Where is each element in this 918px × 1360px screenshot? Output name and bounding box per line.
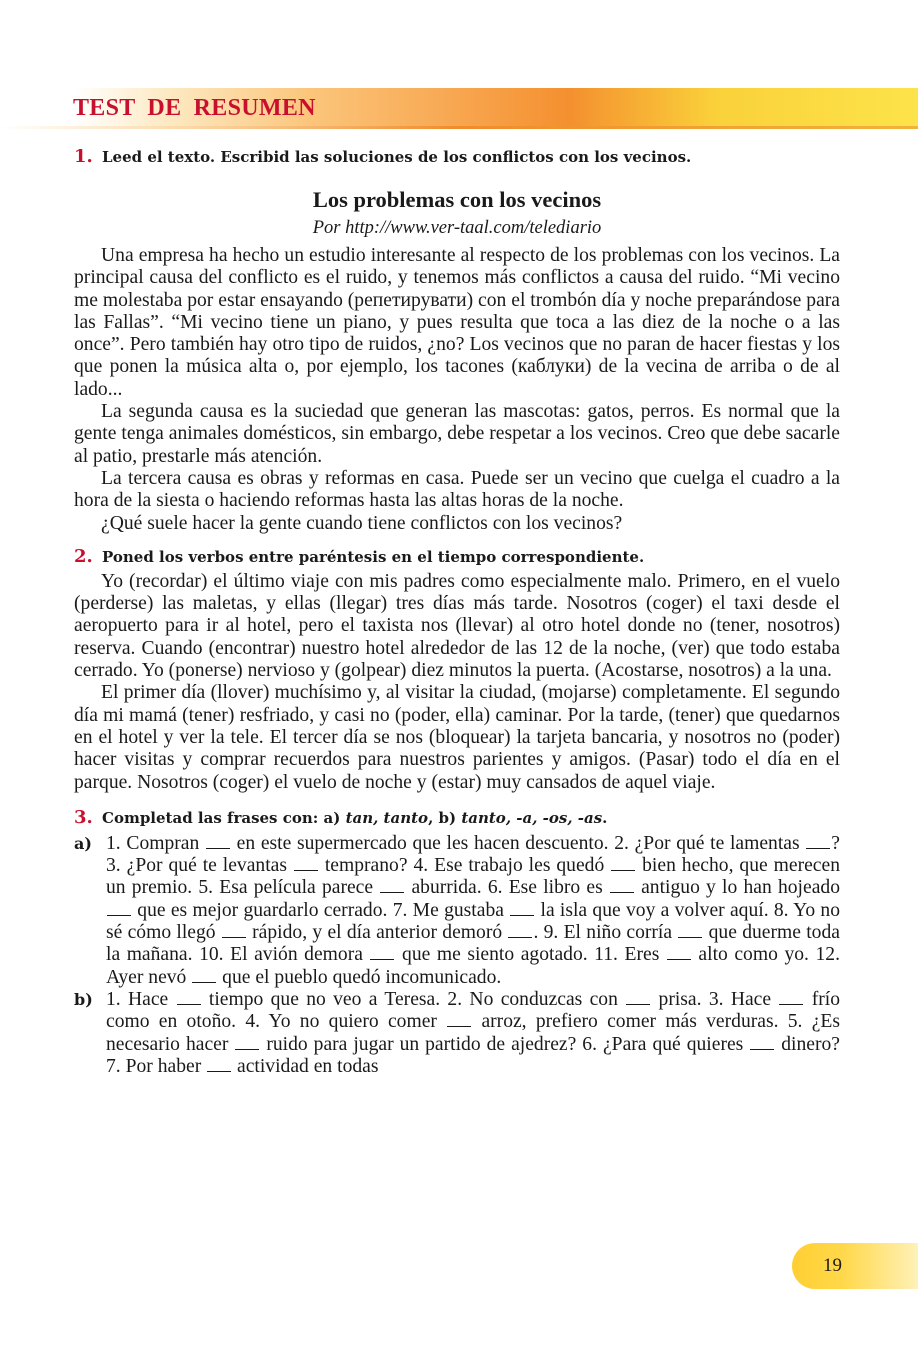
exercise-2-number: 2. xyxy=(74,545,93,567)
exercise-3-number: 3. xyxy=(74,806,93,828)
exercise-3-item-b xyxy=(74,989,840,1078)
article-paragraph: Una empresa ha hecho un estudio interesante al respecto de los problemas con los vecinos. La principal causa del conflicto es el ruido, y tenemos más conflictos a causa del ruido. “Mi vecino me molestaba por estar ensayando (репетирувати) con el trombón día y noche preparándose para las Fallas”. “Mi vecino tiene un piano, y pues resulta que toca a las diez de la noche o a las once”. Pero también hay otro tipo de ruidos, ¿no? Los vecinos que no paran de hacer fiestas y los que ponen la música alta o, por ejemplo, los tacones (каблуки) de la vecina de arriba o de al lado... xyxy=(74,245,840,400)
blank-line xyxy=(779,990,803,1005)
item-letter: b) xyxy=(74,989,93,1009)
blank-line xyxy=(294,856,318,871)
blank-line xyxy=(510,901,534,916)
item-text-segment: ruido para jugar un partido de ajedrez? 6. ¿Para qué quieres xyxy=(260,1033,750,1055)
exercise-1-number: 1. xyxy=(74,146,93,167)
blank-line xyxy=(235,1035,259,1050)
item-text-segment: antiguo y lo han hojeado xyxy=(634,877,840,899)
page-content xyxy=(74,146,840,1078)
item-text-segment: que me siento agotado. 11. Eres xyxy=(395,944,666,966)
item-text-segment: alto como yo. 12. Ayer nevó xyxy=(106,944,840,988)
item-a-text xyxy=(106,833,840,989)
exercise-3-item-a xyxy=(74,833,840,989)
blank-line xyxy=(806,834,830,849)
item-b-text xyxy=(106,989,840,1078)
item-text-segment: ? 3. ¿Por qué te levantas xyxy=(106,832,840,877)
item-text-segment: 1. Hace xyxy=(106,988,176,1010)
item-text-segment: la isla que voy a volver aquí. 8. Yo no sé cómo llegó xyxy=(106,899,840,944)
item-text-segment: que el pueblo quedó incomunicado. xyxy=(217,966,502,988)
blank-line xyxy=(626,990,650,1005)
blank-line xyxy=(380,878,404,893)
item-text-segment: en este supermercado que les hacen descuento. 2. ¿Por qué te lamentas xyxy=(230,832,806,854)
item-text-segment: que duerme toda la mañana. 10. El avión demora xyxy=(106,922,840,966)
blank-line xyxy=(750,1035,774,1050)
blank-line xyxy=(667,945,691,960)
item-letter: a) xyxy=(74,833,92,853)
article-title: Los problemas con los vecinos xyxy=(312,187,602,212)
exercise-3-heading xyxy=(74,807,840,829)
section-title: TEST DE RESUMEN xyxy=(73,95,316,121)
item-text-segment: arroz, prefiero comer más verduras. 5. ¿Es necesario hacer xyxy=(106,1011,840,1055)
blank-line xyxy=(222,923,246,938)
blank-line xyxy=(611,856,635,871)
blank-line xyxy=(610,878,634,893)
article-paragraph: ¿Qué suele hacer la gente cuando tiene conflictos con los vecinos? xyxy=(101,512,623,534)
blank-line xyxy=(508,923,532,938)
blank-line xyxy=(678,923,702,938)
exercise-2-paragraph: Yo (recordar) el último viaje con mis padres como especialmente malo. Primero, en el vuelo (perderse) las maletas, y ellas (llegar) tres días más tarde. Nosotros (coger) el taxi desde el aeropuerto para ir al hotel, pero el taxista nos (llevar) al otro hotel donde no (tener, nosotros) reserva. Cuando (encontrar) nuestro hotel alrededor de las 12 de la noche, (ver) que todo estaba cerrado. Yo (ponerse) nervioso y (golpear) diez minutos la puerta. (Acostarse, nosotros) a la una. xyxy=(74,570,840,682)
blank-line xyxy=(107,901,131,916)
item-text-segment: aburrida. 6. Ese libro es xyxy=(405,877,609,899)
exercise-1-heading xyxy=(74,146,840,168)
page-number-badge xyxy=(792,1243,918,1289)
item-text-segment: rápido, y el día anterior demoró xyxy=(246,922,508,944)
item-text-segment: temprano? 4. Ese trabajo les quedó xyxy=(318,855,611,877)
blank-line xyxy=(370,945,394,960)
page-number: 19 xyxy=(823,1255,842,1276)
article-paragraph: La segunda causa es la suciedad que generan las mascotas: gatos, perros. Es normal que la gente tenga animales domésticos, sin embargo, debe respetar a los vecinos. Creo que debe sacarle al patio, prestarle más atención. xyxy=(74,401,840,467)
item-text-segment: . 9. El niño corría xyxy=(533,922,678,944)
blank-line xyxy=(177,990,201,1005)
item-text-segment: prisa. 3. Hace xyxy=(651,988,779,1010)
item-text-segment: tiempo que no veo a Teresa. 2. No conduzcas con xyxy=(201,988,626,1010)
exercise-3-instruction: Completad las frases con: a) tan, tanto, b) tanto, -a, -os, -as. xyxy=(102,808,608,827)
item-text-segment: frío como en otoño. 4. Yo no quiero comer xyxy=(106,988,840,1033)
blank-line xyxy=(206,834,230,849)
article-source: Por http://www.ver-taal.com/telediario xyxy=(312,218,602,238)
exercise-1-instruction: Leed el texto. Escribid las soluciones de los conflictos con los vecinos. xyxy=(102,148,692,166)
blank-line xyxy=(447,1012,471,1027)
article-paragraph: La tercera causa es obras y reformas en casa. Puede ser un vecino que cuelga el cuadro a la hora de la siesta o haciendo reformas hasta las altas horas de la noche. xyxy=(74,467,840,512)
item-text-segment: dinero? 7. Por haber xyxy=(106,1033,841,1077)
blank-line xyxy=(192,968,216,983)
item-text-segment: actividad en todas xyxy=(232,1055,379,1077)
item-text-segment: 1. Compran xyxy=(106,832,205,854)
exercise-2-instruction: Poned los verbos entre paréntesis en el tiempo correspondiente. xyxy=(102,547,645,566)
exercise-2-paragraph: El primer día (llover) muchísimo y, al visitar la ciudad, (mojarse) completamente. El segundo día mi mamá (tener) resfriado, y casi no (poder, ella) caminar. Por la tarde, (tener) que quedarnos en el hotel y ver la tele. El tercer día se nos (bloquear) la tarjeta bancaria, y nosotros no (poder) hacer visitas y comprar recuerdos para nuestros parientes y amigos. (Pasar) todo el día en el parque. Nosotros (coger) el vuelo de noche y (estar) muy cansados de aquel viaje. xyxy=(74,682,840,793)
blank-line xyxy=(207,1057,231,1072)
exercise-2-heading xyxy=(74,546,840,568)
item-text-segment: que es mejor guardarlo cerrado. 7. Me gustaba xyxy=(132,899,510,921)
item-text-segment: bien hecho, que merecen un premio. 5. Esa película parece xyxy=(106,855,841,899)
